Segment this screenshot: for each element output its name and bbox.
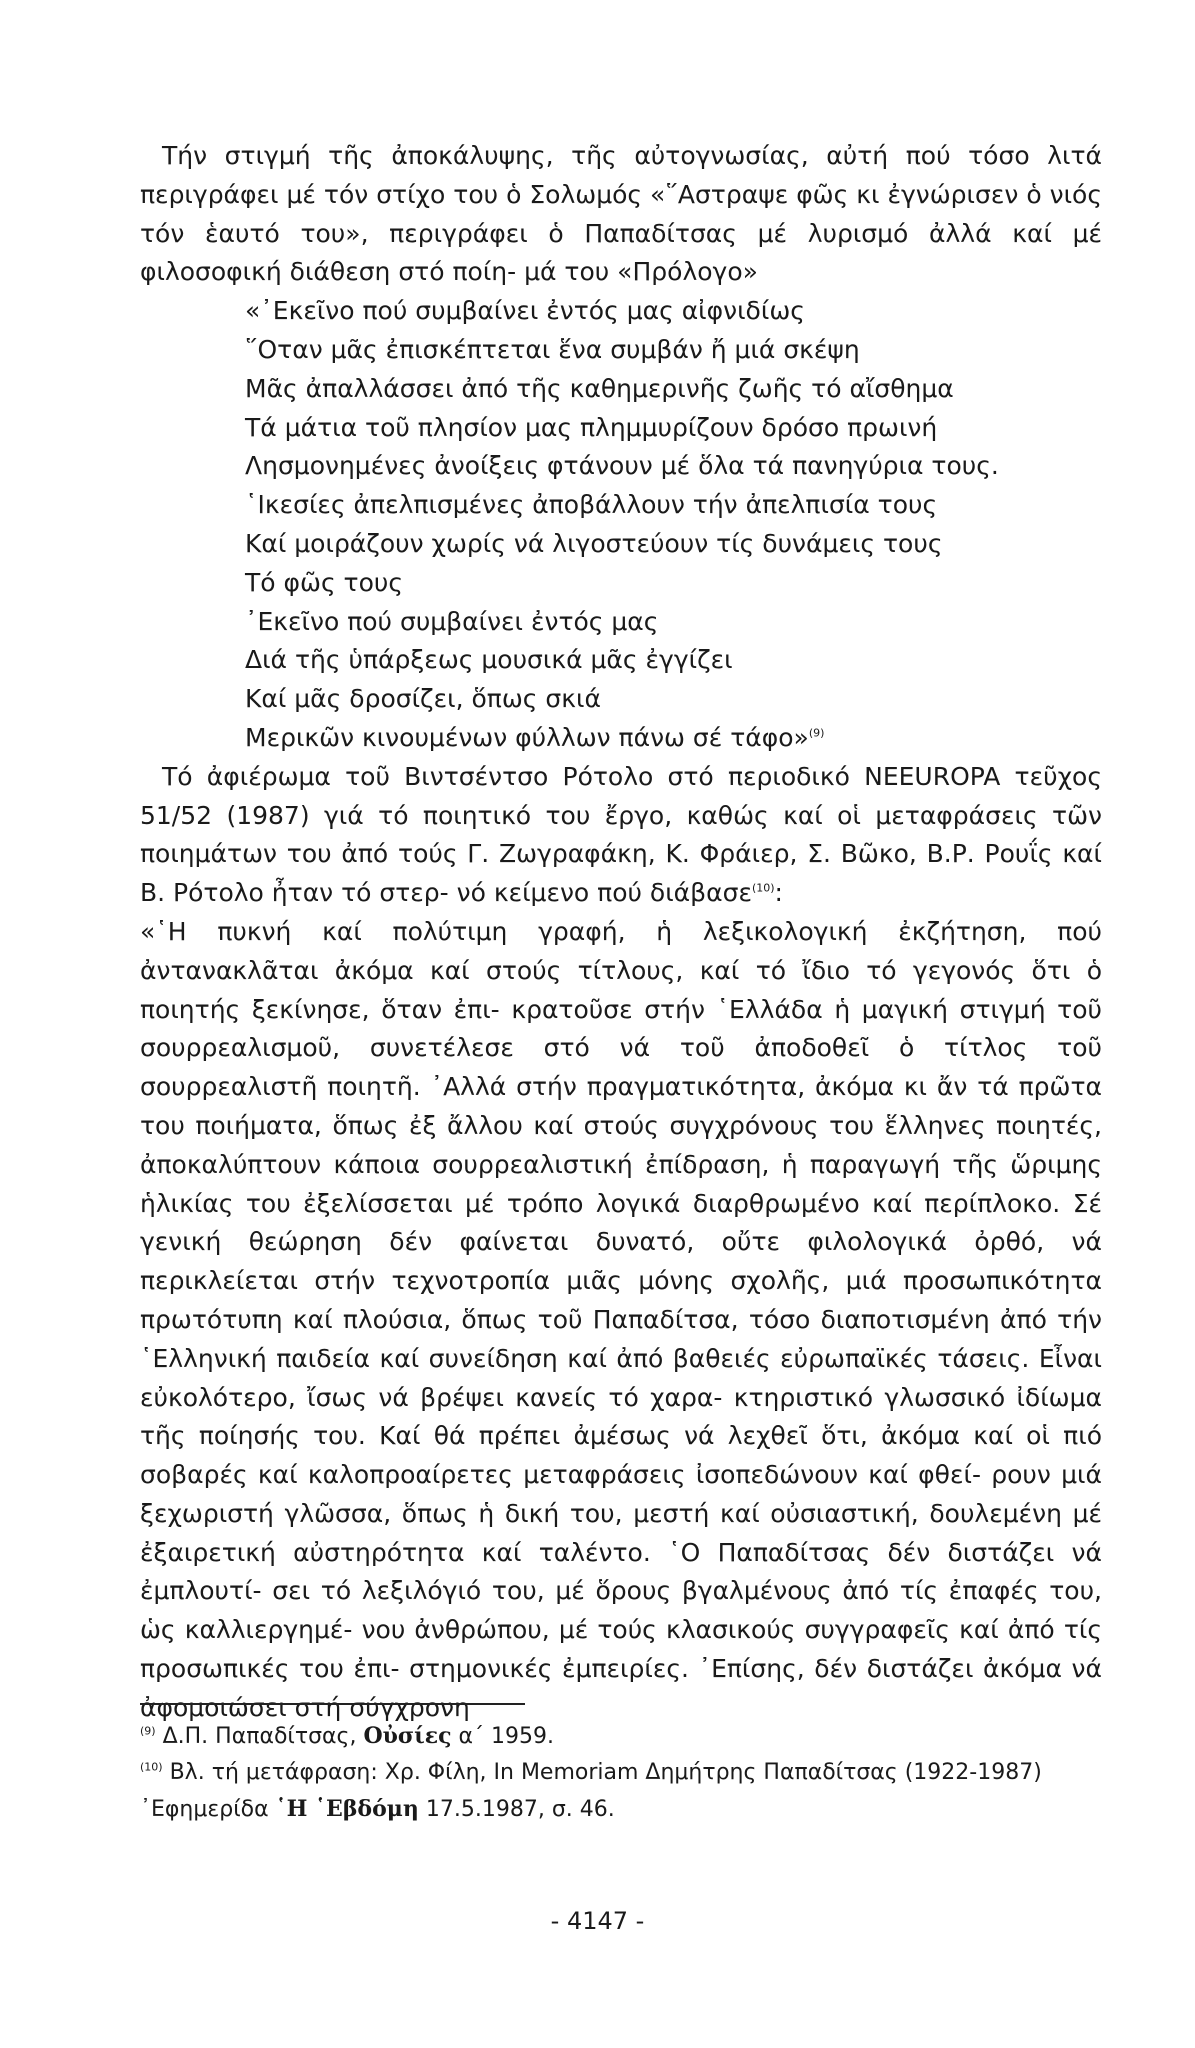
footnotes (140, 1718, 1102, 1828)
footnote-text: Βλ. τή μετάφραση: Χρ. Φίλη, In Memoriam Δημήτρης Παπαδίτσας (1922-1987) ᾿Εφημερίδα (140, 1760, 1042, 1822)
rotolo-paragraph (140, 758, 1102, 913)
footnote-title: Οὐσίες (363, 1723, 452, 1749)
footnote-9 (140, 1718, 1102, 1755)
footnote-mark: (9) (140, 1724, 156, 1738)
footnote-ref-9: (9) (808, 726, 825, 740)
poem-line: Τό φῶς τους (245, 567, 404, 597)
rotolo-paragraph-text: Τό ἀφιέρωμα τοῦ Βιντσέντσο Ρότολο στό περιοδικό NEEUROPA τεῦχος 51/52 (1987) γιά τό ποιητικό του ἔργο, καθώς καί οἱ μεταφράσεις τῶν ποιημάτων του ἀπό τούς Γ. Ζωγραφάκη, Κ. Φράιερ, Σ. Βῶκο, Β.Ρ. Ρουΐς καί Β. Ρότολο ἦταν τό στερ- νό κείμενο πού διάβασε (140, 761, 1102, 908)
poem-line: ῞Οταν μᾶς ἐπισκέπτεται ἕνα συμβάν ἤ μιά σκέψη (245, 334, 860, 364)
poem-last-line (245, 719, 1102, 758)
footnote-divider (140, 1703, 525, 1705)
poem-line-text: Μερικῶν κινουμένων φύλλων πάνω σέ τάφο» (245, 722, 809, 752)
footnote-mark: (10) (140, 1760, 163, 1774)
footnote-10 (140, 1755, 1102, 1828)
footnote-text: α΄ 1959. (451, 1724, 555, 1749)
quote-paragraph: «῾Η πυκνή καί πολύτιμη γραφή, ἡ λεξικολογική ἐκζήτηση, πού ἀντανακλᾶται ἀκόμα καί στούς τίτλους, καί τό ἴδιο τό γεγονός ὅτι ὁ ποιητής ξεκίνησε, ὅταν ἐπι- κρατοῦσε στήν ῾Ελλάδα ἡ μαγική στιγμή τοῦ σουρρεαλισμοῦ, συνετέλεσε στό νά τοῦ ἀποδοθεῖ ὁ τίτλος τοῦ σουρρεαλιστῆ ποιητῆ. ᾿Αλλά στήν πραγματικότητα, ἀκόμα κι ἄν τά πρῶτα του ποιήματα, ὅπως ἐξ ἄλλου καί στούς συγχρόνους του ἕλληνες ποιητές, ἀποκαλύπτουν κάποια σουρρεαλιστική ἐπίδραση, ἡ παραγωγή τῆς ὥριμης ἡλικίας του ἐξελίσσεται μέ τρόπο λογικά διαρθρωμένο καί περίπλοκο. Σέ γενική θεώρηση δέν φαίνεται δυνατό, οὔτε φιλολογικά ὀρθό, νά περικλείεται στήν τεχνοτροπία μιᾶς μόνης σχολῆς, μιά προσωπικότητα πρωτότυπη καί πλούσια, ὅπως τοῦ Παπαδίτσα, τόσο διαποτισμένη ἀπό τήν ῾Ελληνική παιδεία καί συνείδηση καί ἀπό βαθειές εὐρωπαϊκές τάσεις. Εἶναι εὐκολότερο, ἴσως νά βρέψει κανείς τό χαρα- κτηριστικό γλωσσικό ἰδίωμα τῆς ποίησής του. Καί θά πρέπει ἀμέσως νά λεχθεῖ ὅτι, ἀκόμα καί οἱ πιό σοβαρές καί καλοπροαίρετες μεταφράσεις ἰσοπεδώνουν καί φθεί- ρουν μιά ξεχωριστή γλῶσσα, ὅπως ἡ δική του, μεστή καί οὐσιαστική, δουλεμένη μέ ἐξαιρετική αὐστηρότητα καί ταλέντο. ῾Ο Παπαδίτσας δέν διστάζει νά ἐμπλουτί- σει τό λεξιλόγιό του, μέ ὅρους βγαλμένους ἀπό τίς ἐπαφές του, ὡς καλλιεργημέ- νου ἀνθρώπου, μέ τούς κλασικούς συγγραφεῖς καί ἀπό τίς προσωπικές του ἐπι- στημονικές ἐμπειρίες. ᾿Επίσης, δέν διστάζει ἀκόμα νά ἀφομοιώσει στή σύγχρονη (140, 916, 1102, 1722)
page-number: - 4147 - (550, 1907, 645, 1935)
rotolo-paragraph-colon: : (774, 878, 783, 908)
poem-line: «᾿Εκεῖνο πού συμβαίνει ἐντός μας αἰφνιδίως (245, 296, 805, 326)
intro-paragraph: Τήν στιγμή τῆς ἀποκάλυψης, τῆς αὐτογνωσίας, αὐτή πού τόσο λιτά περιγράφει μέ τόν στίχο του ὁ Σολωμός «῞Αστραψε φῶς κι ἐγνώρισεν ὁ νιός τόν ἑαυτό του», περιγράφει ὁ Παπαδίτσας μέ λυρισμό ἀλλά καί μέ φιλοσοφική διάθεση στό ποίη- μά του «Πρόλογο» (140, 141, 1102, 287)
footnote-text: 17.5.1987, σ. 46. (418, 1797, 615, 1822)
poem-line: ῾Ικεσίες ἀπελπισμένες ἀποβάλλουν τήν ἀπελπισία τους (245, 490, 938, 520)
poem-line: Μᾶς ἀπαλλάσσει ἀπό τῆς καθημερινῆς ζωῆς τό αἴσθημα (245, 373, 954, 403)
footnote-text: Δ.Π. Παπαδίτσας, (162, 1724, 364, 1749)
poem-line: Τά μάτια τοῦ πλησίον μας πλημμυρίζουν δρόσο πρωινή (245, 412, 938, 442)
poem-line: Λησμονημένες ἀνοίξεις φτάνουν μέ ὅλα τά πανηγύρια τους. (245, 451, 999, 481)
poem-line: Καί μᾶς δροσίζει, ὅπως σκιά (245, 684, 601, 714)
footnote-ref-10: (10) (751, 881, 775, 895)
poem-block (140, 292, 1102, 758)
footnote-title: ῾Η ῾Εβδόμη (275, 1796, 419, 1822)
poem-line: ᾿Εκεῖνο πού συμβαίνει ἐντός μας (245, 606, 659, 636)
poem-line: Διά τῆς ὑπάρξεως μουσικά μᾶς ἐγγίζει (245, 645, 733, 675)
body-text (140, 137, 1102, 1728)
poem-line: Καί μοιράζουν χωρίς νά λιγοστεύουν τίς δυνάμεις τους (245, 528, 943, 558)
